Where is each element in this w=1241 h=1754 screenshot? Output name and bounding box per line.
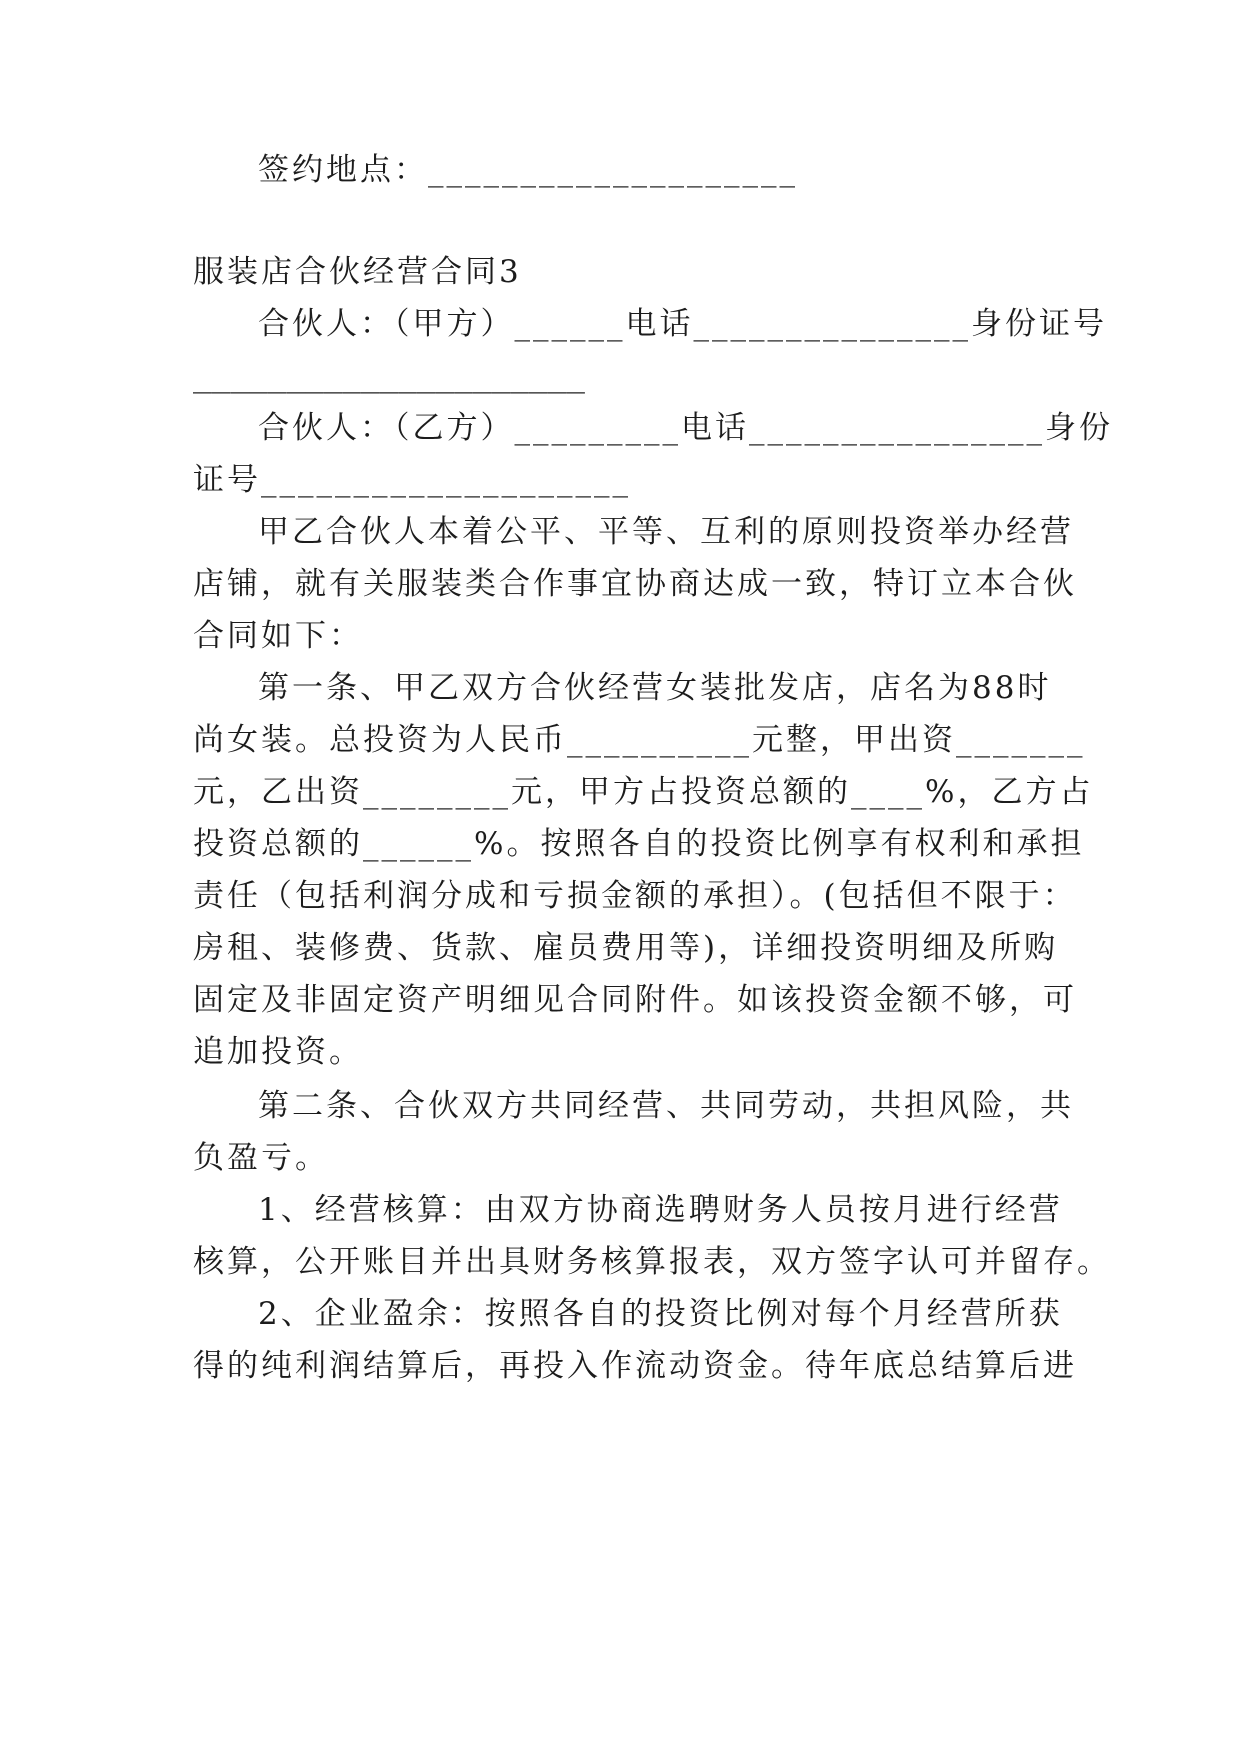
partner-b-line: 合伙人：（乙方）_________电话________________身份 xyxy=(258,410,1113,446)
contract-title: 服装店合伙经营合同3 xyxy=(193,254,522,290)
intro-paragraph-line-3: 合同如下： xyxy=(193,618,363,654)
article-one-line-6: 房租、装修费、货款、雇员费用等)，详细投资明细及所购 xyxy=(193,930,1059,966)
accounting-line-1: 1、经营核算：由双方协商选聘财务人员按月进行经营 xyxy=(258,1192,1063,1228)
surplus-line-1: 2、企业盈余：按照各自的投资比例对每个月经营所获 xyxy=(258,1296,1063,1332)
partner-a-line: 合伙人：（甲方）______电话_______________身份证号 xyxy=(258,306,1107,342)
intro-paragraph-line-2: 店铺，就有关服装类合作事宜协商达成一致，特订立本合伙 xyxy=(193,566,1077,602)
article-one-line-1: 第一条、甲乙双方合伙经营女装批发店，店名为88时 xyxy=(258,670,1052,706)
article-one-line-8: 追加投资。 xyxy=(193,1034,363,1070)
article-one-line-5: 责任（包括利润分成和亏损金额的承担）。(包括但不限于： xyxy=(193,878,1077,914)
article-two-line-1: 第二条、合伙双方共同经营、共同劳动，共担风险，共 xyxy=(258,1088,1074,1124)
article-two-line-2: 负盈亏。 xyxy=(193,1140,329,1176)
intro-paragraph-line-1: 甲乙合伙人本着公平、平等、互利的原则投资举办经营 xyxy=(258,514,1074,550)
accounting-line-2: 核算，公开账目并出具财务核算报表，双方签字认可并留存。 xyxy=(193,1244,1111,1280)
article-one-line-4: 投资总额的______%。按照各自的投资比例享有权利和承担 xyxy=(193,826,1085,862)
surplus-line-2: 得的纯利润结算后，再投入作流动资金。待年底总结算后进 xyxy=(193,1348,1077,1384)
signing-location-line: 签约地点：____________________ xyxy=(258,152,798,188)
article-one-line-3: 元，乙出资________元，甲方占投资总额的____%，乙方占 xyxy=(193,774,1094,810)
article-one-line-2: 尚女装。总投资为人民币__________元整，甲出资_______ xyxy=(193,722,1086,758)
partner-a-id-line: _____________________ xyxy=(193,358,585,394)
partner-b-id-line: 证号____________________ xyxy=(193,462,631,498)
article-one-line-7: 固定及非固定资产明细见合同附件。如该投资金额不够，可 xyxy=(193,982,1077,1018)
